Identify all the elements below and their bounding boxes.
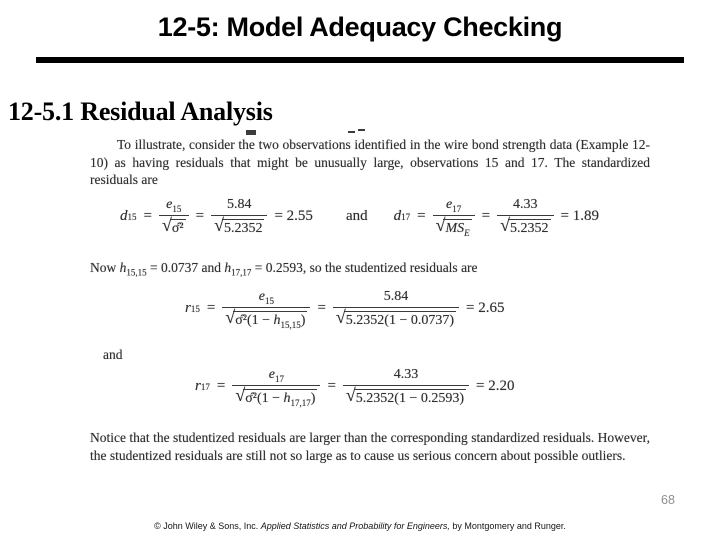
paragraph-conclusion: Notice that the studentized residuals are larger than the corresponding standardized residuals. However, the studentized residuals are still not so large as to cause us serious concern about possible outliers. [90,430,650,463]
fraction [343,367,469,406]
numerator-e: e [446,197,453,212]
numerator-e: e [268,367,275,382]
equals-sign: = [143,207,152,224]
section-heading: 12-5.1 Residual Analysis [8,97,273,126]
eq-r17-variable: r [195,377,201,394]
fraction [222,289,310,328]
title-underline [36,57,684,63]
numerator-sub: 15 [172,203,182,214]
equals-sign: = [417,207,426,224]
fraction [333,289,459,328]
ms-subscript: E [464,227,470,238]
textbook-scan [90,133,652,493]
denominator [233,311,307,328]
fraction [433,197,475,236]
h-variable: h [119,260,127,275]
denominator: 5.2352(1 − 0.0737) [345,313,455,328]
eq-result: = 1.89 [560,207,599,224]
den-text: σ̂²(1 − [235,313,274,328]
footer-suffix: by Montgomery and Runger. [449,521,566,531]
equals-sign: = [327,377,336,394]
eq-result: = 2.20 [476,377,515,394]
page-number: 68 [661,493,675,507]
eq-result: = 2.65 [466,299,505,316]
fraction [211,197,267,236]
radical-icon: √ [225,307,236,327]
denominator [443,219,471,236]
numerator-sub: 17 [452,203,462,214]
eq-result: = 2.55 [274,207,313,224]
and-label: and [345,207,368,224]
leverage-text: Now [90,260,120,275]
scan-artifact [358,129,365,131]
fraction [159,197,189,236]
numerator-e: e [166,197,173,212]
equation-r15: r 15 = $e_{15}$ √ σ̂²(1 − $h_{15,15}$) = 5.84 √ 5.2352(1 − 0.0737) = 2.65 [185,289,505,330]
eq-d15-variable: d [120,207,128,224]
leverage-line [90,259,652,277]
numerator-sub: 17 [274,373,284,384]
numerator: 4.33 [393,367,419,382]
numerator: 5.84 [227,197,252,212]
equals-sign: = [206,299,216,316]
denominator: 5.2352(1 − 0.2593) [355,391,465,406]
equals-sign: = [481,207,491,224]
radical-icon: √ [235,385,246,405]
footer-prefix: © John Wiley & Sons, Inc. [154,521,261,531]
equals-sign: = [216,377,226,394]
radical-icon: √ [345,385,356,405]
radical-icon: √ [161,215,172,235]
den-text: ) [300,313,306,328]
fraction [232,367,320,406]
numerator: 5.84 [383,289,409,304]
h-variable: h [273,313,281,328]
radical-icon: √ [335,307,346,327]
numerator-sub: 15 [264,295,274,306]
radical-icon: √ [500,215,510,235]
ms-symbol: MS [445,221,465,236]
h-subscript: 15,15 [280,319,301,330]
scan-artifact [246,130,256,135]
radical-icon: √ [435,215,446,235]
leverage-text: = 0.0737 and [146,260,225,275]
leverage-text: = 0.2593, so the studentized residuals are [251,260,478,275]
denominator: 5.2352 [223,221,263,236]
copyright-footer [0,521,720,531]
eq-d17-variable: d [393,207,402,224]
denominator [243,389,317,406]
numerator: 4.33 [513,197,538,212]
den-text: σ̂²(1 − [245,391,284,406]
fraction [497,197,553,236]
equals-sign: = [317,299,326,316]
numerator-e: e [258,289,265,304]
denominator: 5.2352 [510,221,549,236]
equation-r17: r 17 = $e_{17}$ √ σ̂²(1 − $h_{17,17}$) = 4.33 √ 5.2352(1 − 0.2593) = 2.20 [195,367,515,408]
h-variable: h [283,391,291,406]
equation-standardized-residuals: d 15 = $e_{15}$ √ σ̂² = 5.84 √ 5.2352 = 2.55 and d 17 = $e_{17}$ √ $MS_E$ = 4.33 √ 5.2352 = 1.89 [120,197,599,238]
scan-artifact [348,131,355,133]
paragraph-intro: To illustrate, consider the two observations identified in the wire bond strength data (Example 12-10) as having residuals that might be unusually large, observations 15 and 17. The standardized residuals are [90,137,650,187]
slide-title: 12-5: Model Adequacy Checking [157,12,563,42]
h-subscript: 17,17 [231,267,252,278]
equals-sign: = [195,207,205,224]
h-subscript: 15,15 [126,267,147,278]
radical-icon: √ [214,215,224,235]
and-connector: and [103,347,123,362]
eq-r15-variable: r [185,299,191,316]
denominator: σ̂² [171,221,184,236]
footer-book-title: Applied Statistics and Probability for Engineers, [260,521,450,531]
den-text: ) [310,391,316,406]
h-variable: h [224,260,232,275]
h-subscript: 17,17 [290,397,311,408]
